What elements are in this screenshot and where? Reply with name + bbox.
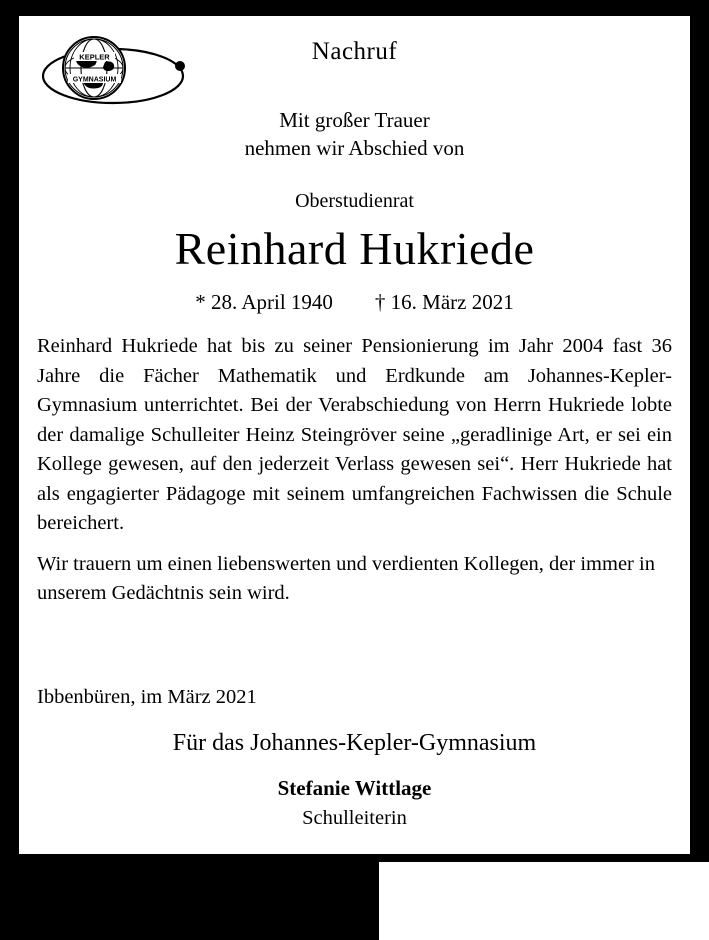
obituary-notice-card [19,16,690,854]
mourning-line-1: Mit großer Trauer [279,108,430,132]
on-behalf-of-school: Für das Johannes-Kepler-Gymnasium [172,730,537,756]
signer-name: Stefanie Wittlage [277,776,432,800]
death-date: † 16. März 2021 [374,290,514,314]
signer-role: Schulleiterin [302,807,407,829]
deceased-rank: Oberstudienrat [295,190,414,212]
obituary-body [37,332,672,609]
birth-date: * 28. April 1940 [195,290,333,314]
place-and-date: Ibbenbüren, im März 2021 [37,686,257,708]
life-dates [19,290,690,315]
page-title: Nachruf [311,38,398,65]
svg-text:KEPLER: KEPLER [79,52,110,62]
svg-text:GYMNASIUM: GYMNASIUM [72,76,117,84]
bottom-white-panel [379,862,709,940]
mourning-line-2: nehmen wir Abschied von [244,136,465,160]
paragraph-2: Wir trauern um einen liebenswerten und verdienten Kollegen, der immer in unserem Gedächtnis sein wird. [37,552,655,604]
paragraph-1: Reinhard Hukriede hat bis zu seiner Pensionierung im Jahr 2004 fast 36 Jahre die Fächer Mathematik und Erdkunde am Johannes-Kepler-Gymnasium unterrichtet. Bei der Verabschiedung von Herrn Hukriede lobte der damalige Schulleiter Heinz Steingröver seine „geradlinige Art, er sei ein Kollege gewesen, auf den jederzeit Verlass gewesen sei“. Herr Hukriede hat als engagierter Pädagoge mit seinem umfangreichen Fachwissen die Schule bereichert. [37,335,672,534]
mourning-lines [19,106,690,162]
deceased-name: Reinhard Hukriede [174,223,535,274]
